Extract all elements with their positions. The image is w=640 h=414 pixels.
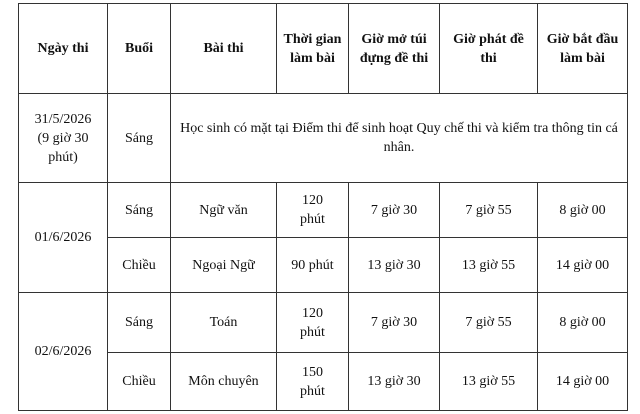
table-row xyxy=(19,183,628,238)
date-cell: 31/5/2026 (9 giờ 30 phút) xyxy=(19,94,108,183)
header-duration: Thời gian làm bài xyxy=(277,4,349,94)
table-row xyxy=(19,238,628,293)
session-cell: Sáng xyxy=(108,183,171,238)
note-cell: Học sinh có mặt tại Điểm thi để sinh hoạt Quy chế thi và kiểm tra thông tin cá nhân. xyxy=(171,94,628,183)
exam-schedule-table xyxy=(18,3,628,411)
header-row xyxy=(19,4,628,94)
duration-cell: 120 phút xyxy=(277,183,349,238)
start-time-cell: 14 giờ 00 xyxy=(538,238,628,293)
start-time-cell: 8 giờ 00 xyxy=(538,183,628,238)
subject-cell: Ngoại Ngữ xyxy=(171,238,277,293)
open-time-cell: 13 giờ 30 xyxy=(349,353,440,411)
start-time-cell: 8 giờ 00 xyxy=(538,293,628,353)
table-row xyxy=(19,293,628,353)
table-row xyxy=(19,94,628,183)
subject-cell: Ngữ văn xyxy=(171,183,277,238)
open-time-cell: 7 giờ 30 xyxy=(349,293,440,353)
header-date: Ngày thi xyxy=(19,4,108,94)
session-cell: Chiều xyxy=(108,353,171,411)
date-cell: 01/6/2026 xyxy=(19,183,108,293)
duration-cell: 150 phút xyxy=(277,353,349,411)
header-open-bag: Giờ mở túi đựng đề thi xyxy=(349,4,440,94)
table-row xyxy=(19,353,628,411)
distribute-time-cell: 7 giờ 55 xyxy=(440,293,538,353)
header-subject: Bài thi xyxy=(171,4,277,94)
distribute-time-cell: 13 giờ 55 xyxy=(440,353,538,411)
open-time-cell: 7 giờ 30 xyxy=(349,183,440,238)
distribute-time-cell: 7 giờ 55 xyxy=(440,183,538,238)
open-time-cell: 13 giờ 30 xyxy=(349,238,440,293)
session-cell: Sáng xyxy=(108,94,171,183)
session-cell: Chiều xyxy=(108,238,171,293)
start-time-cell: 14 giờ 00 xyxy=(538,353,628,411)
duration-cell: 120 phút xyxy=(277,293,349,353)
subject-cell: Môn chuyên xyxy=(171,353,277,411)
header-session: Buổi xyxy=(108,4,171,94)
header-distribute: Giờ phát đề thi xyxy=(440,4,538,94)
header-start: Giờ bắt đầu làm bài xyxy=(538,4,628,94)
date-cell: 02/6/2026 xyxy=(19,293,108,411)
subject-cell: Toán xyxy=(171,293,277,353)
distribute-time-cell: 13 giờ 55 xyxy=(440,238,538,293)
duration-cell: 90 phút xyxy=(277,238,349,293)
session-cell: Sáng xyxy=(108,293,171,353)
